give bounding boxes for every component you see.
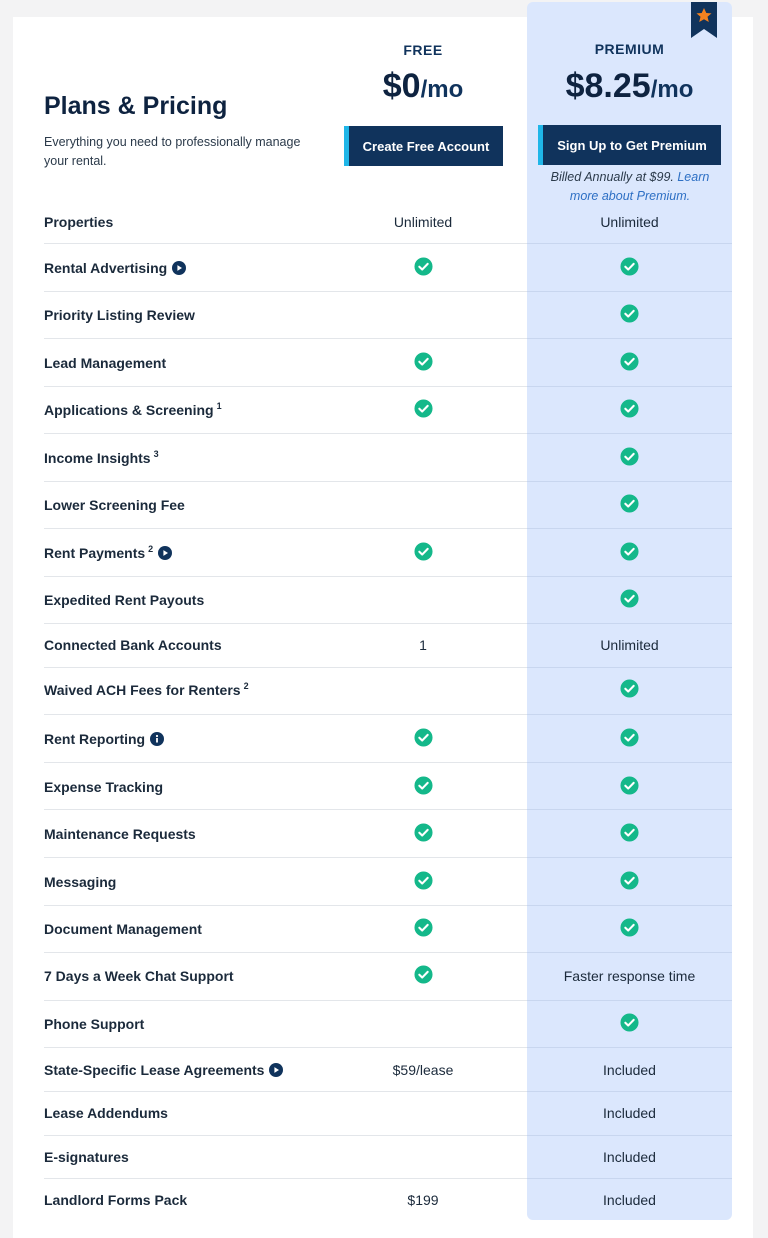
- footnote-marker: 1: [216, 401, 222, 411]
- check-icon: [323, 870, 523, 890]
- feature-label-text: Priority Listing Review: [44, 307, 195, 323]
- check-icon: [528, 1012, 731, 1032]
- check-icon: [528, 870, 731, 890]
- check-icon: [528, 917, 731, 937]
- page-title: Plans & Pricing: [44, 92, 228, 120]
- feature-row: [0, 919, 768, 939]
- star-icon: [691, 2, 717, 38]
- feature-row: [0, 635, 768, 655]
- sign-up-premium-button[interactable]: Sign Up to Get Premium: [538, 125, 721, 165]
- free-price-period: /mo: [420, 76, 464, 103]
- row-divider: [44, 762, 323, 763]
- feature-label: [44, 966, 234, 986]
- feature-label: [44, 729, 164, 749]
- free-empty: [323, 1014, 523, 1034]
- footnote-marker: 2: [243, 681, 249, 691]
- feature-label-text: State-Specific Lease Agreements: [44, 1062, 265, 1078]
- row-divider: [323, 481, 527, 482]
- check-icon: [323, 541, 523, 561]
- feature-label: [44, 919, 202, 939]
- feature-label-text: Messaging: [44, 874, 117, 890]
- feature-row: [0, 212, 768, 232]
- feature-row: [0, 1147, 768, 1167]
- row-divider: [323, 952, 527, 953]
- row-divider: [323, 762, 527, 763]
- check-icon: [323, 256, 523, 276]
- check-icon: [323, 964, 523, 984]
- free-empty: [323, 1147, 523, 1167]
- row-divider: [527, 905, 732, 906]
- learn-more-link[interactable]: Learn more about Premium.: [569, 170, 710, 203]
- feature-label-text: Waived ACH Fees for Renters: [44, 682, 241, 698]
- row-divider: [323, 667, 527, 668]
- feature-row: [0, 777, 768, 797]
- free-price-amount: $0: [382, 67, 421, 105]
- check-icon: [528, 822, 731, 842]
- row-divider: [527, 1178, 732, 1179]
- free-value: Unlimited: [393, 214, 453, 230]
- feature-label-text: Landlord Forms Pack: [44, 1192, 188, 1208]
- free-empty: [323, 680, 523, 700]
- check-icon: [528, 351, 731, 371]
- check-icon: [323, 917, 523, 937]
- feature-row: [0, 590, 768, 610]
- feature-row: [0, 1014, 768, 1034]
- feature-row: [0, 1190, 768, 1210]
- feature-label: [44, 212, 113, 232]
- feature-label: [44, 1014, 144, 1034]
- check-icon: [323, 727, 523, 747]
- row-divider: [44, 1135, 323, 1136]
- feature-label: [44, 777, 163, 797]
- billed-annually-text: Billed Annually at $99.: [550, 170, 674, 184]
- row-divider: [44, 576, 323, 577]
- row-divider: [527, 952, 732, 953]
- check-icon: [528, 303, 731, 323]
- play-icon[interactable]: [172, 261, 186, 275]
- free-empty: [323, 1103, 523, 1123]
- free-empty: [323, 590, 523, 610]
- check-icon: [528, 541, 731, 561]
- feature-label: [44, 400, 222, 420]
- row-divider: [323, 291, 527, 292]
- free-value: $59/lease: [392, 1062, 454, 1078]
- feature-label: [44, 495, 185, 515]
- info-icon[interactable]: [150, 732, 164, 746]
- check-icon: [323, 351, 523, 371]
- row-divider: [527, 481, 732, 482]
- feature-label: [44, 590, 204, 610]
- feature-label: [44, 1190, 187, 1210]
- row-divider: [527, 623, 732, 624]
- row-divider: [527, 386, 732, 387]
- premium-price-period: /mo: [650, 76, 694, 103]
- row-divider: [44, 291, 323, 292]
- row-divider: [44, 809, 323, 810]
- row-divider: [323, 576, 527, 577]
- feature-row: [0, 543, 768, 563]
- premium-value: Included: [603, 1105, 656, 1121]
- row-divider: [527, 809, 732, 810]
- feature-row: [0, 1060, 768, 1080]
- free-plan-name: FREE: [403, 42, 443, 58]
- row-divider: [323, 1000, 527, 1001]
- row-divider: [323, 1047, 527, 1048]
- feature-label: [44, 543, 172, 563]
- row-divider: [44, 528, 323, 529]
- row-divider: [323, 1178, 527, 1179]
- check-icon: [528, 727, 731, 747]
- feature-label: [44, 824, 196, 844]
- row-divider: [527, 291, 732, 292]
- row-divider: [527, 762, 732, 763]
- row-divider: [44, 623, 323, 624]
- row-divider: [323, 809, 527, 810]
- row-divider: [323, 623, 527, 624]
- row-divider: [44, 338, 323, 339]
- free-empty: [323, 305, 523, 325]
- premium-value: Included: [603, 1062, 656, 1078]
- row-divider: [527, 667, 732, 668]
- row-divider: [527, 857, 732, 858]
- feature-label: [44, 1060, 283, 1080]
- row-divider: [44, 667, 323, 668]
- feature-label-text: Expedited Rent Payouts: [44, 592, 205, 608]
- row-divider: [527, 1091, 732, 1092]
- check-icon: [528, 493, 731, 513]
- row-divider: [323, 857, 527, 858]
- free-plan-price: [323, 67, 523, 106]
- check-icon: [323, 398, 523, 418]
- feature-label-text: Properties: [44, 214, 114, 230]
- row-divider: [527, 714, 732, 715]
- play-icon[interactable]: [269, 1063, 283, 1077]
- check-icon: [528, 398, 731, 418]
- check-icon: [528, 588, 731, 608]
- row-divider: [44, 481, 323, 482]
- check-icon: [528, 775, 731, 795]
- play-icon[interactable]: [158, 546, 172, 560]
- feature-row: [0, 495, 768, 515]
- feature-label: [44, 872, 116, 892]
- feature-label-text: E-signatures: [44, 1149, 129, 1165]
- row-divider: [44, 386, 323, 387]
- feature-label-text: Lead Management: [44, 355, 167, 371]
- row-divider: [323, 386, 527, 387]
- row-divider: [527, 243, 732, 244]
- feature-label-text: Connected Bank Accounts: [44, 637, 222, 653]
- footnote-marker: 2: [148, 544, 154, 554]
- feature-label: [44, 448, 159, 468]
- row-divider: [527, 338, 732, 339]
- feature-label: [44, 635, 222, 655]
- row-divider: [527, 528, 732, 529]
- feature-label-text: Lower Screening Fee: [44, 497, 185, 513]
- row-divider: [527, 1000, 732, 1001]
- premium-value: Faster response time: [563, 968, 696, 984]
- premium-value: Unlimited: [600, 637, 659, 653]
- row-divider: [44, 433, 323, 434]
- billing-note: [535, 168, 725, 206]
- feature-row: [0, 729, 768, 749]
- free-value: $199: [407, 1192, 439, 1208]
- feature-row: [0, 680, 768, 700]
- premium-value: Unlimited: [600, 214, 659, 230]
- row-divider: [323, 433, 527, 434]
- row-divider: [44, 1178, 323, 1179]
- feature-row: [0, 400, 768, 420]
- row-divider: [323, 243, 527, 244]
- feature-label-text: Maintenance Requests: [44, 826, 196, 842]
- check-icon: [528, 678, 731, 698]
- feature-label: [44, 353, 166, 373]
- premium-plan-price: [528, 67, 731, 106]
- check-icon: [528, 446, 731, 466]
- feature-label: [44, 1147, 129, 1167]
- check-icon: [323, 775, 523, 795]
- feature-row: [0, 824, 768, 844]
- feature-label: [44, 1103, 168, 1123]
- feature-label-text: Rent Reporting: [44, 731, 146, 747]
- row-divider: [44, 1091, 323, 1092]
- row-divider: [323, 905, 527, 906]
- feature-label-text: Document Management: [44, 921, 202, 937]
- row-divider: [323, 714, 527, 715]
- row-divider: [44, 952, 323, 953]
- row-divider: [323, 528, 527, 529]
- feature-label-text: Expense Tracking: [44, 779, 164, 795]
- premium-value: Included: [603, 1192, 656, 1208]
- feature-row: [0, 1103, 768, 1123]
- feature-label: [44, 680, 249, 700]
- feature-label-text: Applications & Screening: [44, 402, 214, 418]
- row-divider: [323, 338, 527, 339]
- row-divider: [44, 714, 323, 715]
- feature-row: [0, 353, 768, 373]
- free-empty: [323, 495, 523, 515]
- row-divider: [527, 433, 732, 434]
- row-divider: [527, 1047, 732, 1048]
- premium-plan-name: PREMIUM: [594, 41, 665, 57]
- feature-label-text: 7 Days a Week Chat Support: [44, 968, 234, 984]
- feature-row: [0, 872, 768, 892]
- feature-label-text: Lease Addendums: [44, 1105, 168, 1121]
- row-divider: [44, 905, 323, 906]
- feature-label: [44, 258, 186, 278]
- feature-row: [0, 305, 768, 325]
- feature-label-text: Income Insights: [44, 450, 151, 466]
- row-divider: [323, 1135, 527, 1136]
- row-divider: [44, 1047, 323, 1048]
- row-divider: [527, 1135, 732, 1136]
- footnote-marker: 3: [153, 449, 159, 459]
- feature-row: [0, 448, 768, 468]
- feature-row: [0, 258, 768, 278]
- row-divider: [527, 576, 732, 577]
- feature-label: [44, 305, 195, 325]
- feature-label-text: Phone Support: [44, 1016, 145, 1032]
- row-divider: [44, 1000, 323, 1001]
- feature-row: [0, 966, 768, 986]
- check-icon: [323, 822, 523, 842]
- feature-label-text: Rental Advertising: [44, 260, 168, 276]
- check-icon: [528, 256, 731, 276]
- feature-label-text: Rent Payments: [44, 545, 146, 561]
- row-divider: [44, 857, 323, 858]
- page-subtitle: Everything you need to professionally manage your rental.: [44, 135, 301, 168]
- premium-price-amount: $8.25: [565, 67, 651, 105]
- free-value: 1: [419, 637, 427, 653]
- premium-value: Included: [603, 1149, 656, 1165]
- free-empty: [323, 448, 523, 468]
- row-divider: [323, 1091, 527, 1092]
- row-divider: [44, 243, 323, 244]
- create-free-account-button[interactable]: Create Free Account: [344, 126, 503, 166]
